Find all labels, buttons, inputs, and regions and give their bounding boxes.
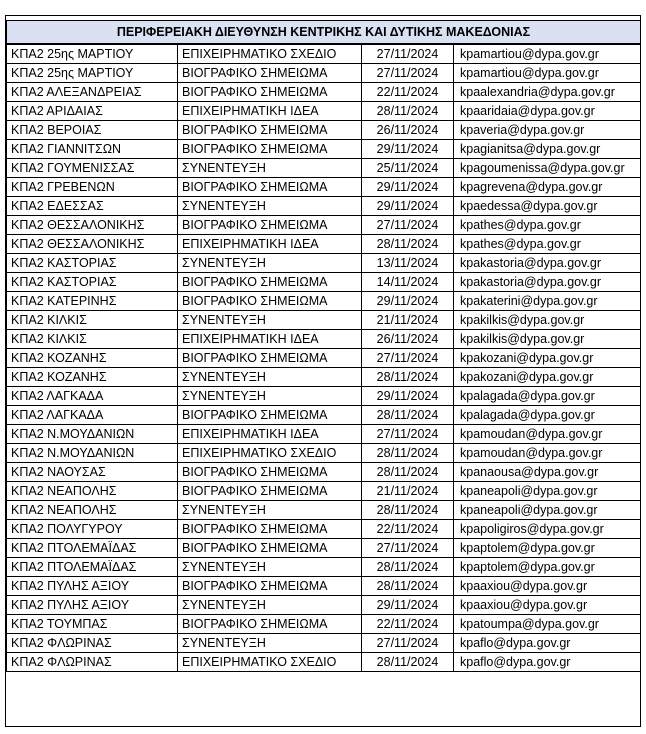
table-row bbox=[7, 634, 641, 653]
office-cell: ΚΠΑ2 ΘΕΣΣΑΛΟΝΙΚΗΣ bbox=[7, 216, 178, 235]
table-row bbox=[7, 216, 641, 235]
activity-cell: ΒΙΟΓΡΑΦΙΚΟ ΣΗΜΕΙΩΜΑ bbox=[178, 273, 362, 292]
date-cell: 14/11/2024 bbox=[362, 273, 454, 292]
date-cell: 22/11/2024 bbox=[362, 615, 454, 634]
office-cell: ΚΠΑ2 ΚΑΣΤΟΡΙΑΣ bbox=[7, 254, 178, 273]
table-row bbox=[7, 520, 641, 539]
date-cell: 29/11/2024 bbox=[362, 178, 454, 197]
email-cell[interactable]: kpalagada@dypa.gov.gr bbox=[454, 387, 641, 406]
activity-cell: ΒΙΟΓΡΑΦΙΚΟ ΣΗΜΕΙΩΜΑ bbox=[178, 83, 362, 102]
email-cell[interactable]: kpamoudan@dypa.gov.gr bbox=[454, 444, 641, 463]
email-cell[interactable]: kpakastoria@dypa.gov.gr bbox=[454, 254, 641, 273]
schedule-table bbox=[6, 20, 641, 672]
activity-cell: ΒΙΟΓΡΑΦΙΚΟ ΣΗΜΕΙΩΜΑ bbox=[178, 539, 362, 558]
date-cell: 27/11/2024 bbox=[362, 634, 454, 653]
email-cell[interactable]: kpamoudan@dypa.gov.gr bbox=[454, 425, 641, 444]
table-row bbox=[7, 387, 641, 406]
activity-cell: ΕΠΙΧΕΙΡΗΜΑΤΙΚΗ ΙΔΕΑ bbox=[178, 235, 362, 254]
office-cell: ΚΠΑ2 ΚΙΛΚΙΣ bbox=[7, 311, 178, 330]
table-row bbox=[7, 44, 641, 64]
email-cell[interactable]: kpamartiou@dypa.gov.gr bbox=[454, 64, 641, 83]
email-cell[interactable]: kpakilkis@dypa.gov.gr bbox=[454, 311, 641, 330]
office-cell: ΚΠΑ2 ΒΕΡΟΙΑΣ bbox=[7, 121, 178, 140]
office-cell: ΚΠΑ2 ΝΕΑΠΟΛΗΣ bbox=[7, 482, 178, 501]
date-cell: 27/11/2024 bbox=[362, 425, 454, 444]
email-cell[interactable]: kpaaridaia@dypa.gov.gr bbox=[454, 102, 641, 121]
office-cell: ΚΠΑ2 ΑΡΙΔΑΙΑΣ bbox=[7, 102, 178, 121]
office-cell: ΚΠΑ2 ΦΛΩΡΙΝΑΣ bbox=[7, 634, 178, 653]
activity-cell: ΕΠΙΧΕΙΡΗΜΑΤΙΚΟ ΣΧΕΔΙΟ bbox=[178, 44, 362, 64]
office-cell: ΚΠΑ2 ΝΑΟΥΣΑΣ bbox=[7, 463, 178, 482]
table-row bbox=[7, 482, 641, 501]
email-cell[interactable]: kpakozani@dypa.gov.gr bbox=[454, 368, 641, 387]
office-cell: ΚΠΑ2 ΓΟΥΜΕΝΙΣΣΑΣ bbox=[7, 159, 178, 178]
date-cell: 13/11/2024 bbox=[362, 254, 454, 273]
activity-cell: ΒΙΟΓΡΑΦΙΚΟ ΣΗΜΕΙΩΜΑ bbox=[178, 121, 362, 140]
table-row bbox=[7, 596, 641, 615]
activity-cell: ΒΙΟΓΡΑΦΙΚΟ ΣΗΜΕΙΩΜΑ bbox=[178, 615, 362, 634]
activity-cell: ΒΙΟΓΡΑΦΙΚΟ ΣΗΜΕΙΩΜΑ bbox=[178, 292, 362, 311]
email-cell[interactable]: kpaveria@dypa.gov.gr bbox=[454, 121, 641, 140]
email-cell[interactable]: kpaflo@dypa.gov.gr bbox=[454, 634, 641, 653]
table-row bbox=[7, 330, 641, 349]
table-row bbox=[7, 501, 641, 520]
activity-cell: ΒΙΟΓΡΑΦΙΚΟ ΣΗΜΕΙΩΜΑ bbox=[178, 577, 362, 596]
email-cell[interactable]: kpakozani@dypa.gov.gr bbox=[454, 349, 641, 368]
date-cell: 29/11/2024 bbox=[362, 292, 454, 311]
table-row bbox=[7, 425, 641, 444]
table-row bbox=[7, 102, 641, 121]
date-cell: 22/11/2024 bbox=[362, 520, 454, 539]
table-row bbox=[7, 178, 641, 197]
table-row bbox=[7, 254, 641, 273]
email-cell[interactable]: kpaptolem@dypa.gov.gr bbox=[454, 558, 641, 577]
activity-cell: ΣΥΝΕΝΤΕΥΞΗ bbox=[178, 254, 362, 273]
office-cell: ΚΠΑ2 ΤΟΥΜΠΑΣ bbox=[7, 615, 178, 634]
email-cell[interactable]: kpaaxiou@dypa.gov.gr bbox=[454, 596, 641, 615]
date-cell: 28/11/2024 bbox=[362, 235, 454, 254]
activity-cell: ΒΙΟΓΡΑΦΙΚΟ ΣΗΜΕΙΩΜΑ bbox=[178, 349, 362, 368]
activity-cell: ΕΠΙΧΕΙΡΗΜΑΤΙΚΟ ΣΧΕΔΙΟ bbox=[178, 444, 362, 463]
date-cell: 29/11/2024 bbox=[362, 197, 454, 216]
activity-cell: ΒΙΟΓΡΑΦΙΚΟ ΣΗΜΕΙΩΜΑ bbox=[178, 178, 362, 197]
table-row bbox=[7, 615, 641, 634]
date-cell: 28/11/2024 bbox=[362, 463, 454, 482]
email-cell[interactable]: kpagoumenissa@dypa.gov.gr bbox=[454, 159, 641, 178]
office-cell: ΚΠΑ2 ΚΙΛΚΙΣ bbox=[7, 330, 178, 349]
table-row bbox=[7, 83, 641, 102]
office-cell: ΚΠΑ2 ΚΟΖΑΝΗΣ bbox=[7, 349, 178, 368]
office-cell: ΚΠΑ2 ΕΔΕΣΣΑΣ bbox=[7, 197, 178, 216]
date-cell: 27/11/2024 bbox=[362, 64, 454, 83]
office-cell: ΚΠΑ2 ΓΙΑΝΝΙΤΣΩΝ bbox=[7, 140, 178, 159]
email-cell[interactable]: kpatoumpa@dypa.gov.gr bbox=[454, 615, 641, 634]
activity-cell: ΒΙΟΓΡΑΦΙΚΟ ΣΗΜΕΙΩΜΑ bbox=[178, 463, 362, 482]
office-cell: ΚΠΑ2 ΠΟΛΥΓΥΡΟΥ bbox=[7, 520, 178, 539]
email-cell[interactable]: kpaneapoli@dypa.gov.gr bbox=[454, 482, 641, 501]
activity-cell: ΣΥΝΕΝΤΕΥΞΗ bbox=[178, 558, 362, 577]
office-cell: ΚΠΑ2 ΠΥΛΗΣ ΑΞΙΟΥ bbox=[7, 577, 178, 596]
date-cell: 22/11/2024 bbox=[362, 83, 454, 102]
email-cell[interactable]: kpakilkis@dypa.gov.gr bbox=[454, 330, 641, 349]
activity-cell: ΒΙΟΓΡΑΦΙΚΟ ΣΗΜΕΙΩΜΑ bbox=[178, 520, 362, 539]
email-cell[interactable]: kpapoligiros@dypa.gov.gr bbox=[454, 520, 641, 539]
table-title-row bbox=[7, 21, 641, 45]
email-cell[interactable]: kpaflo@dypa.gov.gr bbox=[454, 653, 641, 672]
activity-cell: ΣΥΝΕΝΤΕΥΞΗ bbox=[178, 387, 362, 406]
table-row bbox=[7, 463, 641, 482]
table-body bbox=[7, 44, 641, 672]
activity-cell: ΕΠΙΧΕΙΡΗΜΑΤΙΚΗ ΙΔΕΑ bbox=[178, 102, 362, 121]
activity-cell: ΣΥΝΕΝΤΕΥΞΗ bbox=[178, 368, 362, 387]
activity-cell: ΣΥΝΕΝΤΕΥΞΗ bbox=[178, 311, 362, 330]
office-cell: ΚΠΑ2 25ης ΜΑΡΤΙΟΥ bbox=[7, 64, 178, 83]
activity-cell: ΣΥΝΕΝΤΕΥΞΗ bbox=[178, 159, 362, 178]
email-cell[interactable]: kpagrevena@dypa.gov.gr bbox=[454, 178, 641, 197]
email-cell[interactable]: kpakaterini@dypa.gov.gr bbox=[454, 292, 641, 311]
activity-cell: ΕΠΙΧΕΙΡΗΜΑΤΙΚΗ ΙΔΕΑ bbox=[178, 330, 362, 349]
office-cell: ΚΠΑ2 25ης ΜΑΡΤΙΟΥ bbox=[7, 44, 178, 64]
office-cell: ΚΠΑ2 ΚΑΣΤΟΡΙΑΣ bbox=[7, 273, 178, 292]
table-row bbox=[7, 577, 641, 596]
activity-cell: ΕΠΙΧΕΙΡΗΜΑΤΙΚΟ ΣΧΕΔΙΟ bbox=[178, 653, 362, 672]
activity-cell: ΒΙΟΓΡΑΦΙΚΟ ΣΗΜΕΙΩΜΑ bbox=[178, 406, 362, 425]
date-cell: 27/11/2024 bbox=[362, 539, 454, 558]
table-row bbox=[7, 64, 641, 83]
table-row bbox=[7, 140, 641, 159]
table-row bbox=[7, 235, 641, 254]
date-cell: 28/11/2024 bbox=[362, 444, 454, 463]
table-row bbox=[7, 349, 641, 368]
activity-cell: ΒΙΟΓΡΑΦΙΚΟ ΣΗΜΕΙΩΜΑ bbox=[178, 64, 362, 83]
date-cell: 27/11/2024 bbox=[362, 216, 454, 235]
activity-cell: ΣΥΝΕΝΤΕΥΞΗ bbox=[178, 501, 362, 520]
activity-cell: ΒΙΟΓΡΑΦΙΚΟ ΣΗΜΕΙΩΜΑ bbox=[178, 140, 362, 159]
date-cell: 26/11/2024 bbox=[362, 330, 454, 349]
date-cell: 29/11/2024 bbox=[362, 596, 454, 615]
table-row bbox=[7, 539, 641, 558]
email-cell[interactable]: kpakastoria@dypa.gov.gr bbox=[454, 273, 641, 292]
activity-cell: ΣΥΝΕΝΤΕΥΞΗ bbox=[178, 197, 362, 216]
office-cell: ΚΠΑ2 ΑΛΕΞΑΝΔΡΕΙΑΣ bbox=[7, 83, 178, 102]
office-cell: ΚΠΑ2 ΛΑΓΚΑΔΑ bbox=[7, 387, 178, 406]
date-cell: 25/11/2024 bbox=[362, 159, 454, 178]
table-row bbox=[7, 311, 641, 330]
table-row bbox=[7, 197, 641, 216]
date-cell: 21/11/2024 bbox=[362, 482, 454, 501]
activity-cell: ΒΙΟΓΡΑΦΙΚΟ ΣΗΜΕΙΩΜΑ bbox=[178, 216, 362, 235]
office-cell: ΚΠΑ2 ΘΕΣΣΑΛΟΝΙΚΗΣ bbox=[7, 235, 178, 254]
office-cell: ΚΠΑ2 ΚΑΤΕΡΙΝΗΣ bbox=[7, 292, 178, 311]
email-cell[interactable]: kpaptolem@dypa.gov.gr bbox=[454, 539, 641, 558]
email-cell[interactable]: kpaneapoli@dypa.gov.gr bbox=[454, 501, 641, 520]
activity-cell: ΣΥΝΕΝΤΕΥΞΗ bbox=[178, 596, 362, 615]
table-row bbox=[7, 406, 641, 425]
email-cell[interactable]: kpaaxiou@dypa.gov.gr bbox=[454, 577, 641, 596]
table-row bbox=[7, 159, 641, 178]
office-cell: ΚΠΑ2 Ν.ΜΟΥΔΑΝΙΩΝ bbox=[7, 425, 178, 444]
email-cell[interactable]: kpalagada@dypa.gov.gr bbox=[454, 406, 641, 425]
date-cell: 28/11/2024 bbox=[362, 558, 454, 577]
office-cell: ΚΠΑ2 ΠΤΟΛΕΜΑΪΔΑΣ bbox=[7, 558, 178, 577]
activity-cell: ΣΥΝΕΝΤΕΥΞΗ bbox=[178, 634, 362, 653]
table-row bbox=[7, 558, 641, 577]
email-cell[interactable]: kpamartiou@dypa.gov.gr bbox=[454, 44, 641, 64]
office-cell: ΚΠΑ2 ΓΡΕΒΕΝΩΝ bbox=[7, 178, 178, 197]
office-cell: ΚΠΑ2 ΛΑΓΚΑΔΑ bbox=[7, 406, 178, 425]
table-row bbox=[7, 121, 641, 140]
date-cell: 21/11/2024 bbox=[362, 311, 454, 330]
email-cell[interactable]: kpaedessa@dypa.gov.gr bbox=[454, 197, 641, 216]
date-cell: 29/11/2024 bbox=[362, 140, 454, 159]
date-cell: 28/11/2024 bbox=[362, 501, 454, 520]
office-cell: ΚΠΑ2 ΝΕΑΠΟΛΗΣ bbox=[7, 501, 178, 520]
email-cell[interactable]: kpagianitsa@dypa.gov.gr bbox=[454, 140, 641, 159]
date-cell: 27/11/2024 bbox=[362, 44, 454, 64]
date-cell: 29/11/2024 bbox=[362, 387, 454, 406]
office-cell: ΚΠΑ2 ΠΥΛΗΣ ΑΞΙΟΥ bbox=[7, 596, 178, 615]
email-cell[interactable]: kpaalexandria@dypa.gov.gr bbox=[454, 83, 641, 102]
date-cell: 27/11/2024 bbox=[362, 349, 454, 368]
office-cell: ΚΠΑ2 ΚΟΖΑΝΗΣ bbox=[7, 368, 178, 387]
email-cell[interactable]: kpathes@dypa.gov.gr bbox=[454, 235, 641, 254]
table-row bbox=[7, 444, 641, 463]
date-cell: 28/11/2024 bbox=[362, 368, 454, 387]
date-cell: 28/11/2024 bbox=[362, 102, 454, 121]
activity-cell: ΒΙΟΓΡΑΦΙΚΟ ΣΗΜΕΙΩΜΑ bbox=[178, 482, 362, 501]
table-title: ΠΕΡΙΦΕΡΕΙΑΚΗ ΔΙΕΥΘΥΝΣΗ ΚΕΝΤΡΙΚΗΣ ΚΑΙ ΔΥΤΙΚΗΣ ΜΑΚΕΔΟΝΙΑΣ bbox=[7, 21, 641, 45]
date-cell: 28/11/2024 bbox=[362, 653, 454, 672]
date-cell: 28/11/2024 bbox=[362, 406, 454, 425]
office-cell: ΚΠΑ2 ΦΛΩΡΙΝΑΣ bbox=[7, 653, 178, 672]
date-cell: 28/11/2024 bbox=[362, 577, 454, 596]
date-cell: 26/11/2024 bbox=[362, 121, 454, 140]
office-cell: ΚΠΑ2 Ν.ΜΟΥΔΑΝΙΩΝ bbox=[7, 444, 178, 463]
email-cell[interactable]: kpathes@dypa.gov.gr bbox=[454, 216, 641, 235]
table-row bbox=[7, 273, 641, 292]
office-cell: ΚΠΑ2 ΠΤΟΛΕΜΑΪΔΑΣ bbox=[7, 539, 178, 558]
table-row bbox=[7, 653, 641, 672]
table-row bbox=[7, 368, 641, 387]
table-row bbox=[7, 292, 641, 311]
activity-cell: ΕΠΙΧΕΙΡΗΜΑΤΙΚΗ ΙΔΕΑ bbox=[178, 425, 362, 444]
email-cell[interactable]: kpanaousa@dypa.gov.gr bbox=[454, 463, 641, 482]
